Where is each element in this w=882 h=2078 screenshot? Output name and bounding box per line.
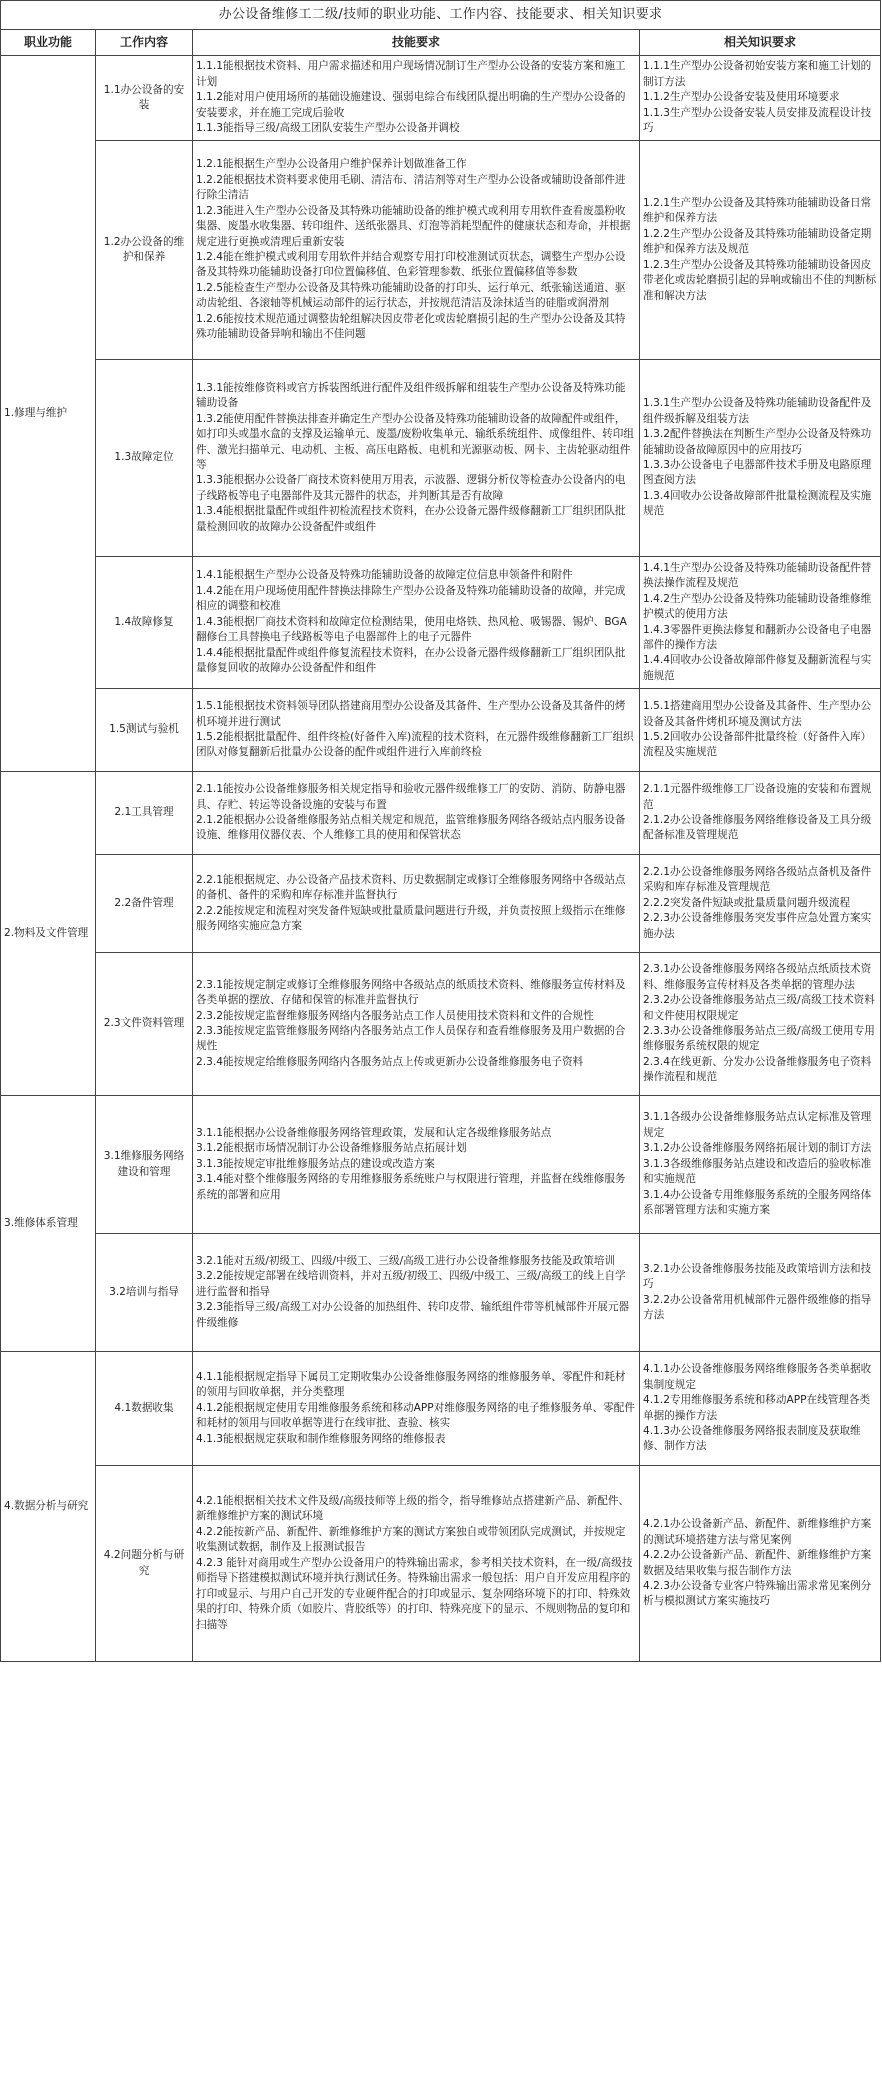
skills-line: 4.1.3能根据规定获取和制作维修服务网络的维修报表 (196, 1432, 446, 1445)
table-row (1, 1466, 881, 1662)
skills-cell (193, 360, 640, 557)
skills-line: 1.4.4能根据批量配件或组件修复流程技术资料，在办公设备元器件级修翻新工厂组织团队批量修复回收的故障办公设备配件和组件 (196, 646, 626, 675)
skills-cell (193, 56, 640, 141)
knowledge-line: 3.2.2办公设备常用机械部件元器件级维修的指导方法 (643, 1293, 872, 1321)
knowledge-line: 2.3.1办公设备维修服务网络各级站点纸质技术资料、维修服务宣传材料及各类单据的管理办法 (643, 963, 872, 991)
content-cell: 1.4故障修复 (96, 557, 193, 689)
skills-line: 2.1.1能按办公设备维修服务相关规定指导和验收元器件级维修工厂的安防、消防、防静电器具、存贮、转运等设备设施的安装与布置 (196, 783, 626, 811)
knowledge-cell (640, 1096, 881, 1234)
table-row (1, 1234, 881, 1352)
header-knowledge: 相关知识要求 (640, 30, 881, 56)
skills-line: 3.1.2能根据市场情况制订办公设备维修服务站点拓展计划 (196, 1142, 467, 1155)
skills-line: 1.1.1能根据技术资料、用户需求描述和用户现场情况制订生产型办公设备的安装方案和施工计划 (196, 60, 626, 88)
knowledge-line: 2.3.4在线更新、分发办公设备维修服务电子资料操作流程和规范 (643, 1055, 872, 1084)
knowledge-line: 1.3.3办公设备电子电器部件技术手册及电路原理图查阅方法 (643, 459, 872, 487)
knowledge-line: 2.2.1办公设备维修服务网络各级站点备机及备件采购和库存标准及管理规范 (643, 865, 872, 894)
skills-line: 1.1.2能对用户使用场所的基础设施建设、强弱电综合布线团队提出明确的生产型办公设备的安装要求，并在施工完成后验收 (196, 91, 626, 119)
skills-cell (193, 141, 640, 360)
table-row (1, 1352, 881, 1466)
skills-line: 1.5.1能根据技术资料领导团队搭建商用型办公设备及其备件、生产型办公设备及其备件的烤机环境并进行测试 (196, 700, 626, 728)
content-cell: 2.3文件资料管理 (96, 953, 193, 1096)
skills-line: 1.2.1能根据生产型办公设备用户维护保养计划做准备工作 (196, 158, 467, 171)
skills-cell (193, 855, 640, 953)
knowledge-line: 1.3.2配件替换法在判断生产型办公设备及特殊功能辅助设备故障原因中的应用技巧 (643, 428, 872, 456)
table-row (1, 855, 881, 953)
knowledge-line: 4.2.1办公设备新产品、新配件、新维修维护方案的测试环境搭建方法与常见案例 (643, 1518, 872, 1546)
function-cell: 4.数据分析与研究 (1, 1352, 96, 1662)
knowledge-cell (640, 1466, 881, 1662)
knowledge-line: 3.1.2办公设备维修服务网络拓展计划的制订方法 (643, 1142, 872, 1155)
skills-line: 1.4.1能根据生产型办公设备及特殊功能辅助设备的故障定位信息申领备件和附件 (196, 569, 573, 582)
content-cell: 1.5测试与验机 (96, 689, 193, 772)
header-content: 工作内容 (96, 30, 193, 56)
knowledge-cell (640, 56, 881, 141)
skills-line: 1.1.3能指导三级/高级工团队安装生产型办公设备并调校 (196, 122, 460, 135)
content-cell: 4.2问题分析与研究 (96, 1466, 193, 1662)
knowledge-line: 1.2.2生产型办公设备及其特殊功能辅助设备定期维护和保养方法及规范 (643, 227, 872, 256)
content-cell: 3.1维修服务网络建设和管理 (96, 1096, 193, 1234)
knowledge-line: 4.1.3办公设备维修服务网络报表制度及获取维修、制作方法 (643, 1424, 861, 1453)
skills-line: 3.2.3能指导三级/高级工对办公设备的加热组件、转印皮带、输纸组件带等机械部件开展元器件级维修 (196, 1301, 630, 1329)
skills-line: 1.3.4能根据批量配件或组件初检流程技术资料，在办公设备元器件级修翻新工厂组织团队批量检测回收的故障办公设备配件或组件 (196, 505, 626, 533)
skills-line: 1.2.6能按技术规范通过调整齿轮组解决因皮带老化或齿轮磨损引起的生产型办公设备及其特殊功能辅助设备异响和输出不佳问题 (196, 312, 626, 341)
skills-line: 1.3.1能按维修资料或官方拆装图纸进行配件及组件级拆解和组装生产型办公设备及特殊功能辅助设备 (196, 381, 626, 410)
function-cell: 3.维修体系管理 (1, 1096, 96, 1352)
table-row (1, 56, 881, 141)
knowledge-line: 1.3.1生产型办公设备及特殊功能辅助设备配件及组件级拆解及组装方法 (643, 397, 872, 425)
content-cell: 1.2办公设备的维护和保养 (96, 141, 193, 360)
skills-line: 3.1.4能对整个维修服务网络的专用维修服务系统账户与权限进行管理，并监督在线维修服务系统的部署和应用 (196, 1173, 626, 1201)
skills-cell (193, 1466, 640, 1662)
table-title-row (1, 1, 881, 30)
skills-line: 3.1.3能按规定审批维修服务站点的建设或改造方案 (196, 1157, 435, 1170)
skills-cell (193, 953, 640, 1096)
table-row (1, 689, 881, 772)
knowledge-cell (640, 772, 881, 855)
skills-line: 1.2.3能进入生产型办公设备及其特殊功能辅助设备的维护模式或利用专用软件查看废墨粉收集器、废墨水收集器、转印组件、送纸张器具、灯泡等消耗型配件的健康状态和寿命，并根据规定进行更换或清理后重新安装 (196, 204, 631, 248)
knowledge-line: 4.2.3办公设备专业客户特殊输出需求常见案例分析与模拟测试方案实施技巧 (643, 1579, 872, 1608)
table-header-row (1, 30, 881, 56)
skills-line: 1.2.4能在维护模式或利用专用软件并结合观察专用打印校准测试页状态，调整生产型办公设备及其特殊功能辅助设备打印位置偏移值、色彩管理参数、纸张位置偏移值等参数 (196, 251, 626, 279)
skills-line: 4.2.1能根据相关技术文件及级/高级技师等上级的指令，指导维修站点搭建新产品、新配件、新维修维护方案的测试环境 (196, 1494, 630, 1523)
knowledge-line: 1.3.4回收办公设备故障部件批量检测流程及实施规范 (643, 489, 872, 518)
skills-line: 1.2.2能根据技术资料要求使用毛刷、清洁布、清洁剂等对生产型办公设备或辅助设备部件进行除尘清洁 (196, 173, 626, 202)
knowledge-line: 1.2.1生产型办公设备及其特殊功能辅助设备日常维护和保养方法 (643, 196, 872, 225)
knowledge-cell (640, 689, 881, 772)
knowledge-line: 3.1.4办公设备专用维修服务系统的全服务网络体系部署管理方法和实施方案 (643, 1188, 872, 1217)
knowledge-line: 3.2.1办公设备维修服务技能及政策培训方法和技巧 (643, 1262, 872, 1291)
knowledge-line: 4.1.1办公设备维修服务网络维修服务各类单据收集制度规定 (643, 1363, 872, 1391)
function-cell: 1.修理与维护 (1, 56, 96, 772)
skills-line: 2.1.2能根据办公设备维修服务站点相关规定和规范，监管维修服务网络各级站点内服务设备设施、维修用仪器仪表、个人维修工具的使用和保管状态 (196, 814, 626, 842)
knowledge-cell (640, 360, 881, 557)
table-row (1, 141, 881, 360)
knowledge-line: 1.1.2生产型办公设备安装及使用环境要求 (643, 91, 840, 104)
table-row (1, 557, 881, 689)
content-cell: 3.2培训与指导 (96, 1234, 193, 1352)
knowledge-line: 3.1.3各级维修服务站点建设和改造后的验收标准和实施规范 (643, 1157, 872, 1186)
skills-line: 2.2.1能根据规定、办公设备产品技术资料、历史数据制定或修订全维修服务网络中各级站点的备机、备件的采购和库存标准并监督执行 (196, 873, 626, 902)
skills-line: 1.5.2能根据批量配件、组件终检(好备件入库)流程的技术资料，在元器件级维修翻新工厂组织团队对修复翻新后批量办公设备的配件或组件进行入库前终检 (196, 731, 634, 759)
content-cell: 4.1数据收集 (96, 1352, 193, 1466)
skills-cell (193, 772, 640, 855)
skills-line: 4.1.1能根据规定指导下属员工定期收集办公设备维修服务网络的维修服务单、零配件和耗材的领用与回收单据，并分类整理 (196, 1370, 626, 1399)
knowledge-cell (640, 557, 881, 689)
knowledge-line: 4.1.2专用维修服务系统和移动APP在线管理各类单据的操作方法 (643, 1394, 871, 1422)
knowledge-cell (640, 141, 881, 360)
knowledge-line: 2.2.3办公设备维修服务突发事件应急处置方案实施办法 (643, 912, 872, 940)
skills-line: 3.1.1能根据办公设备维修服务网络管理政策，发展和认定各级维修服务站点 (196, 1126, 552, 1139)
skills-cell (193, 1096, 640, 1234)
knowledge-line: 1.4.2生产型办公设备及特殊功能辅助设备维修维护模式的使用方法 (643, 592, 872, 621)
knowledge-cell (640, 953, 881, 1096)
skills-cell (193, 1352, 640, 1466)
skills-line: 2.2.2能按规定和流程对突发备件短缺或批量质量问题进行升级，并负责按照上级指示在维修服务网络实施应急方案 (196, 904, 626, 932)
table-row (1, 1096, 881, 1234)
skills-line: 2.3.4能按规定给维修服务网络内各服务站点上传或更新办公设备维修服务电子资料 (196, 1055, 584, 1068)
skills-line: 4.1.2能根据规定使用专用维修服务系统和移动APP对维修服务网络的电子维修服务单、零配件和耗材的领用与回收单据等进行在线审批、查验、核实 (196, 1401, 635, 1430)
skills-line: 4.2.3 能针对商用或生产型办公设备用户的特殊输出需求，参考相关技术资料，在一级/高级技师指导下搭建模拟测试环境并执行测试任务。特殊输出需求一般包括：用户自开发应用程序的打印或显示、与用户自己开发的专业硬件配合的打印或显示、复杂网络环境下的打印、特殊效果的打印、特殊介质（如胶片、背胶纸等）的打印、特殊亮度下的显示、不规则物品的复印和扫描等 (196, 1556, 633, 1631)
skills-line: 1.4.2能在用户现场使用配件替换法排除生产型办公设备及特殊功能辅助设备的故障，并完成相应的调整和校准 (196, 584, 626, 613)
table-title: 办公设备维修工二级/技师的职业功能、工作内容、技能要求、相关知识要求 (1, 1, 881, 30)
table-row (1, 772, 881, 855)
knowledge-line: 2.2.2突发备件短缺或批量质量问题升级流程 (643, 896, 851, 909)
content-cell: 2.2备件管理 (96, 855, 193, 953)
knowledge-line: 2.1.2办公设备维修服务网络维修设备及工具分级配备标准及管理规范 (643, 814, 872, 842)
skills-line: 3.2.1能对五级/初级工、四级/中级工、三级/高级工进行办公设备维修服务技能及政策培训 (196, 1254, 616, 1267)
header-function: 职业功能 (1, 30, 96, 56)
skills-line: 1.4.3能根据厂商技术资料和故障定位检测结果，使用电烙铁、热风枪、吸锡器、锡炉、BGA翻修台工具替换电子线路板等电子电器部件上的电子元器件 (196, 615, 627, 644)
knowledge-line: 1.2.3生产型办公设备及其特殊功能辅助设备因皮带老化或齿轮磨损引起的异响或输出不佳的判断标准和解决方法 (643, 258, 877, 302)
knowledge-line: 3.1.1各级办公设备维修服务站点认定标准及管理规定 (643, 1111, 872, 1139)
skills-line: 4.2.2能按新产品、新配件、新维修维护方案的测试方案独自或带领团队完成测试，并按规定收集测试数据，制作及上报测试报告 (196, 1525, 626, 1554)
skills-line: 1.3.3能根据办公设备厂商技术资料使用万用表，示波器、逻辑分析仪等检查办公设备内的电子线路板等电子电器部件及其元器件的状态，并判断其是否有故障 (196, 474, 626, 502)
function-cell: 2.物料及文件管理 (1, 772, 96, 1096)
content-cell: 1.3故障定位 (96, 360, 193, 557)
content-cell: 1.1办公设备的安装 (96, 56, 193, 141)
knowledge-line: 1.4.1生产型办公设备及特殊功能辅助设备配件替换法操作流程及规范 (643, 561, 872, 590)
knowledge-cell (640, 855, 881, 953)
knowledge-cell (640, 1234, 881, 1352)
knowledge-line: 1.5.1搭建商用型办公设备及其备件、生产型办公设备及其备件烤机环境及测试方法 (643, 700, 872, 728)
skills-cell (193, 1234, 640, 1352)
header-skills: 技能要求 (193, 30, 640, 56)
knowledge-line: 1.5.2回收办公设备部件批量终检（好备件入库）流程及实施规范 (643, 731, 872, 759)
knowledge-line: 1.4.3零器件更换法修复和翻新办公设备电子电器部件的操作方法 (643, 623, 872, 651)
skills-line: 3.2.2能按规定部署在线培训资料，并对五级/初级工、四级/中级工、三级/高级工的线上自学进行监督和指导 (196, 1270, 626, 1298)
skills-line: 2.3.3能按规定监管维修服务网络内各服务站点工作人员保存和查看维修服务及用户数据的合规性 (196, 1025, 626, 1053)
knowledge-line: 1.1.1生产型办公设备初始安装方案和施工计划的制订方法 (643, 60, 872, 88)
knowledge-line: 2.3.3办公设备维修服务站点三级/高级工使用专用维修服务系统权限的规定 (643, 1025, 875, 1053)
knowledge-line: 2.1.1元器件级维修工厂设备设施的安装和布置规范 (643, 783, 872, 811)
skills-cell (193, 689, 640, 772)
table-row (1, 360, 881, 557)
knowledge-line: 1.1.3生产型办公设备安装人员安排及流程设计技巧 (643, 106, 872, 135)
knowledge-cell (640, 1352, 881, 1466)
skills-cell (193, 557, 640, 689)
skills-line: 1.3.2能使用配件替换法排查并确定生产型办公设备及特殊功能辅助设备的故障配件或组件，如打印头或墨水盒的支撑及运输单元、废墨/废粉收集单元、输纸系统组件、成像组件、转印组件、激光扫描单元、电动机、主板、高压电路板、电机和光源驱动板、网卡、主齿轮驱动组件等 (196, 412, 634, 471)
knowledge-line: 4.2.2办公设备新产品、新配件、新维修维护方案数据及结果收集与报告制作方法 (643, 1549, 872, 1577)
knowledge-line: 2.3.2办公设备维修服务站点三级/高级工技术资料和文件使用权限规定 (643, 994, 875, 1022)
table-row (1, 953, 881, 1096)
skills-line: 2.3.1能按规定制定或修订全维修服务网络中各级站点的纸质技术资料、维修服务宣传材料及各类单据的摆放、存储和保管的标准并监督执行 (196, 978, 626, 1007)
skills-line: 1.2.5能检查生产型办公设备及其特殊功能辅助设备的打印头、运行单元、纸张输送通道、驱动齿轮组、各滚轴等机械运动部件的运行状态，并按规范清洁及涂抹适当的硅脂或润滑剂 (196, 281, 626, 310)
content-cell: 2.1工具管理 (96, 772, 193, 855)
skills-line: 2.3.2能按规定监督维修服务网络内各服务站点工作人员使用技术资料和文件的合规性 (196, 1009, 594, 1022)
knowledge-line: 1.4.4回收办公设备故障部件修复及翻新流程与实施规范 (643, 654, 872, 682)
